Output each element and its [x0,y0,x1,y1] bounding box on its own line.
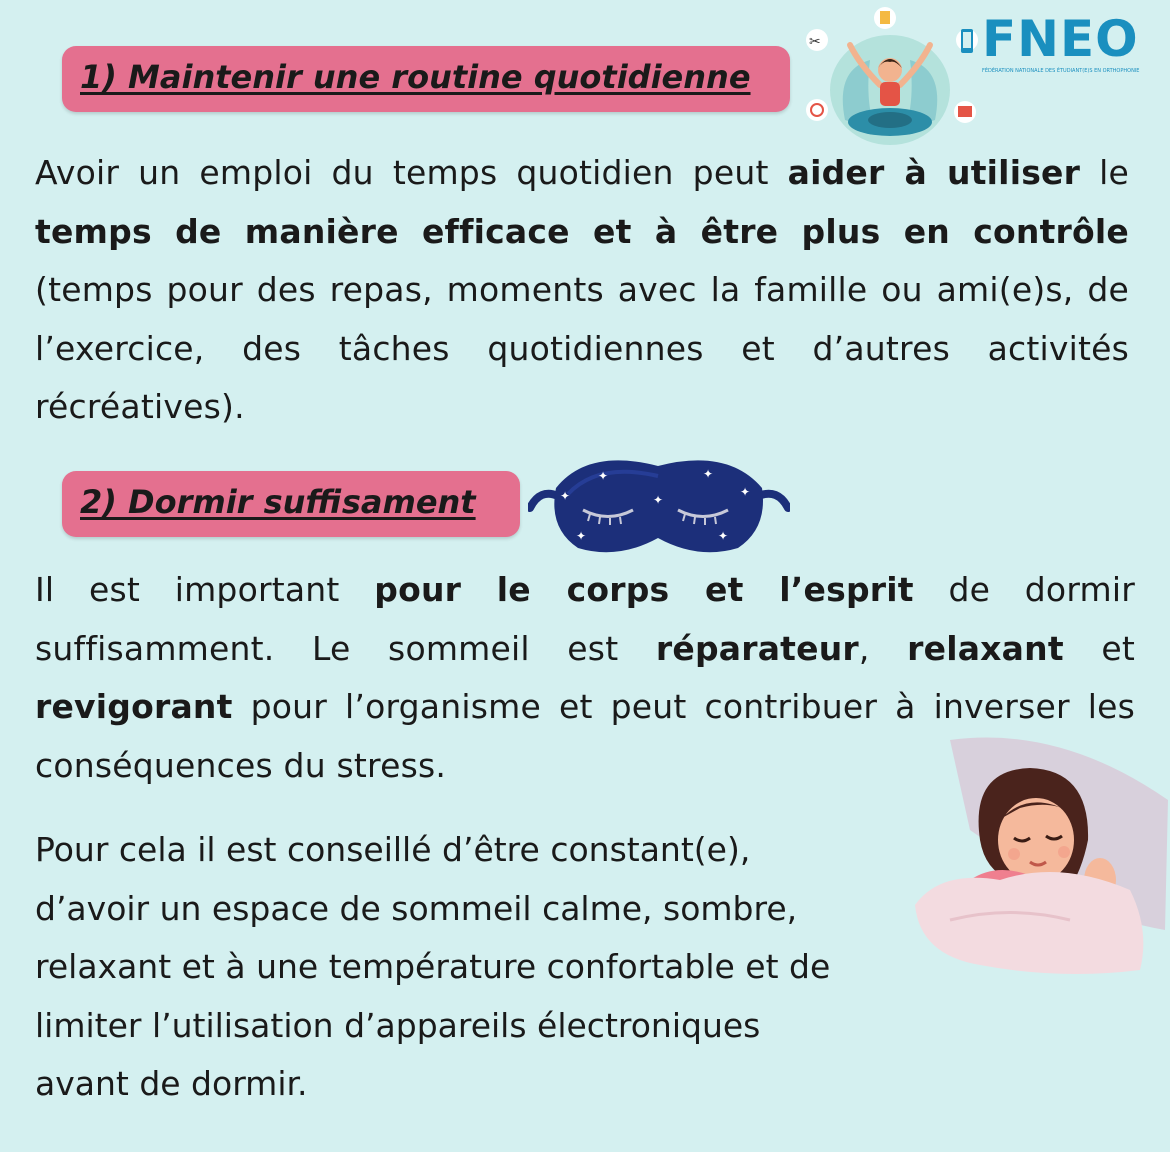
svg-text:✦: ✦ [560,489,571,503]
section2-title: 2) Dormir suffisament [80,483,476,521]
advice-line: d’avoir un espace de sommeil calme, sombre, [35,888,798,928]
svg-text:✦: ✦ [653,493,664,507]
advice-line: relaxant et à une température confortable et de [35,947,831,986]
section2-bold-d: revigorant [35,687,233,726]
meditation-illustration [795,0,985,160]
sleeping-woman-illustration [910,730,1170,990]
section2-text-a: Il est important [35,570,375,609]
svg-text:✂: ✂ [809,34,821,50]
section1-bold-a: aider à utiliser [787,153,1081,192]
section2-text-c: , [858,628,908,668]
advice-line: Pour cela il est conseillé d’être constant(e), [35,830,751,869]
section2-bold-a: pour le corps et l’esprit [374,570,914,609]
fneo-logo [958,10,1158,80]
section1-text-b: le [1080,153,1130,192]
section1-title-pill [62,46,790,112]
svg-text:✦: ✦ [703,467,714,481]
svg-text:✦: ✦ [576,529,587,543]
advice-line: avant de dormir. [35,1064,308,1103]
logo-subtitle: FÉDÉRATION NATIONALE DES ÉTUDIANT(E)S EN ORTHOPHONIE [982,68,1140,74]
sleep-mask-icon [528,448,790,558]
section2-title-pill [62,471,520,537]
section1-title: 1) Maintenir une routine quotidienne [80,58,751,96]
section2-text-d: et [1063,628,1135,668]
section2-bold-b: réparateur [655,628,859,668]
section2-text-b: de dormir suffisamment. Le sommeil est [35,570,1135,668]
svg-text:✦: ✦ [740,485,751,499]
svg-text:✦: ✦ [718,529,729,543]
advice-line: limiter l’utilisation d’appareils électroniques [35,1005,761,1045]
phone-icon [958,28,976,54]
section2-bold-c: relaxant [907,628,1064,668]
logo-text: FNEO [982,10,1139,68]
section1-text-a: Avoir un emploi du temps quotidien peut [35,153,788,192]
section2-text-e: pour l’organisme et peut contribuer à inverser les conséquences du stress. [35,687,1135,785]
advice-block [35,821,830,1114]
svg-text:✦: ✦ [598,469,609,483]
section1-bold-b: temps de manière efficace et à être plus en contrôle [35,211,1129,251]
section1-text-c: (temps pour des repas, moments avec la famille ou ami(e)s, de l’exercice, des tâches quotidiennes et d’autres activités récréatives). [35,270,1129,426]
section1-paragraph [35,144,1129,437]
